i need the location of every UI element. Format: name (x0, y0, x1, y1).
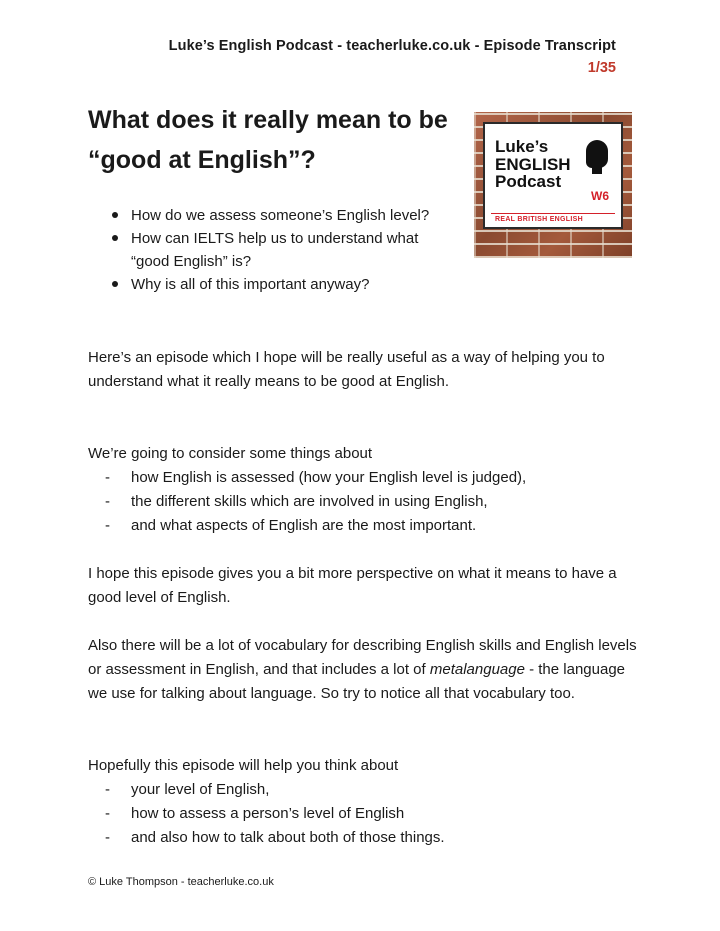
logo-tagline: REAL BRITISH ENGLISH (491, 213, 615, 225)
hopefully-block (88, 754, 648, 850)
page-header (169, 38, 616, 76)
podcast-logo (474, 112, 632, 258)
logo-sign (483, 122, 623, 229)
vocabulary-block (88, 634, 648, 706)
question-item: Why is all of this important anyway? (112, 273, 442, 296)
logo-name: Luke’s ENGLISH Podcast (495, 137, 571, 191)
perspective-paragraph: I hope this episode gives you a bit more perspective on what it means to have a good level of English. (88, 565, 617, 606)
head-silhouette-icon (586, 140, 608, 168)
list-item: - the different skills which are involved in using English, (105, 490, 648, 514)
metalanguage-term: metalanguage (429, 661, 525, 678)
header-title: Luke’s English Podcast - teacherluke.co.uk - Episode Transcript (168, 38, 616, 54)
logo-code: W6 (591, 189, 609, 203)
intro-paragraph: Here’s an episode which I hope will be really useful as a way of helping you to understand what it really means to be good at English. (88, 349, 605, 390)
topics-list (88, 466, 648, 538)
list-item: - your level of English, (105, 778, 648, 802)
hopefully-list (88, 778, 648, 850)
vocabulary-paragraph (88, 634, 648, 706)
topics-block (88, 442, 648, 538)
question-list (112, 204, 442, 296)
page-number: 1/35 (587, 60, 616, 76)
list-item: - how to assess a person’s level of English (105, 802, 648, 826)
page-footer: © Luke Thompson - teacherluke.co.uk (88, 876, 274, 888)
list-item: - and also how to talk about both of those things. (105, 826, 648, 850)
vocabulary-text-end: - the language we use for talking about language. So try to notice all that vocabulary too. (88, 661, 626, 702)
hopefully-intro: Hopefully this episode will help you think about (88, 757, 399, 774)
topics-intro: We’re going to consider some things about (88, 445, 373, 462)
list-item: - how English is assessed (how your English level is judged), (105, 466, 648, 490)
perspective-block (88, 562, 648, 610)
intro-paragraph-block (88, 346, 648, 394)
list-item: - and what aspects of English are the most important. (105, 514, 648, 538)
question-item: How can IELTS help us to understand what “good English” is? (112, 227, 442, 273)
episode-title: What does it really mean to be “good at English”? (88, 106, 448, 174)
question-item: How do we assess someone’s English level? (112, 204, 442, 227)
vocabulary-text-start: Also there will be a lot of vocabulary for describing English skills and English levels or assessment in English, and that includes a lot of (88, 637, 637, 678)
